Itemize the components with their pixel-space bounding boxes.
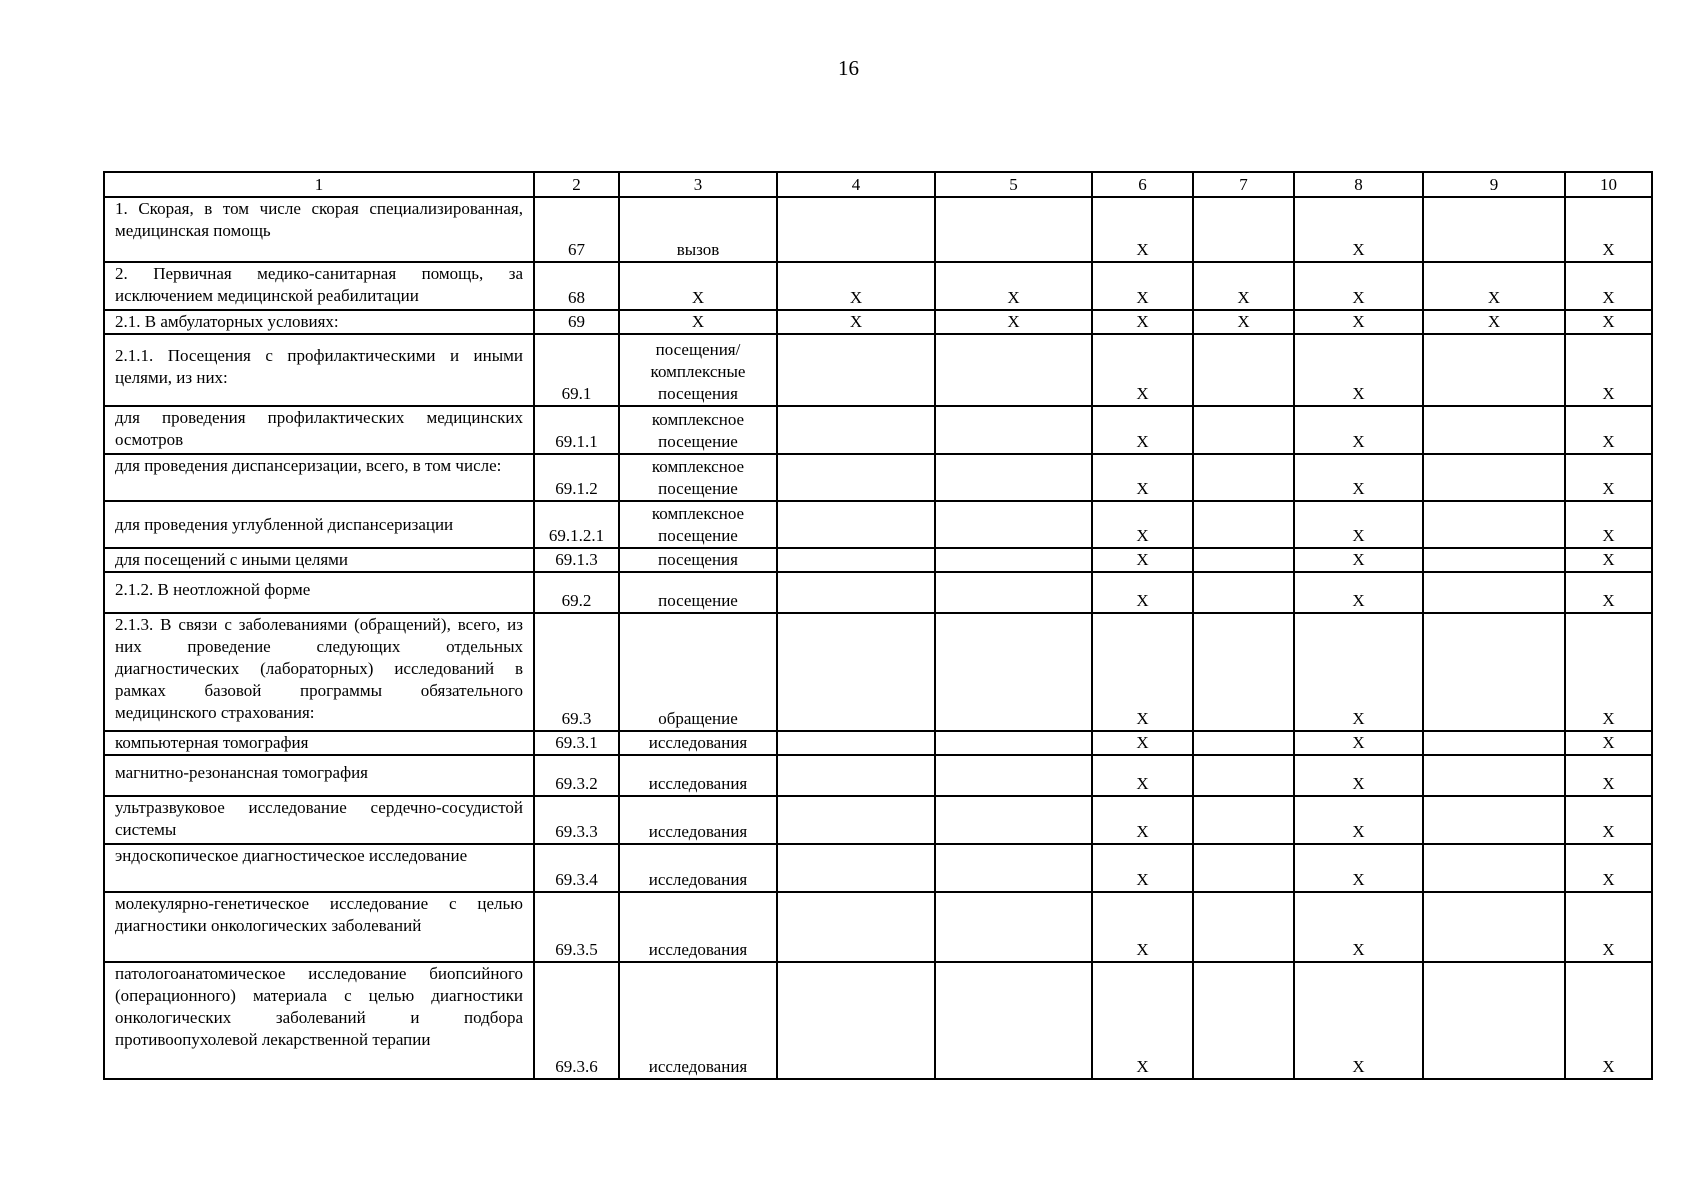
cell-col-6: X <box>1092 454 1193 501</box>
row-name: для проведения профилактических медицинских осмотров <box>104 406 534 454</box>
cell-col-8: X <box>1294 613 1423 731</box>
cell-col-10: X <box>1565 262 1652 310</box>
row-name: для посещений с иными целями <box>104 548 534 572</box>
row-unit: X <box>619 262 777 310</box>
cell-col-10: X <box>1565 310 1652 334</box>
row-code: 69.1.3 <box>534 548 619 572</box>
cell-col-10: X <box>1565 548 1652 572</box>
cell-col-10: X <box>1565 844 1652 892</box>
cell-col-8: X <box>1294 334 1423 406</box>
cell-col-5 <box>935 572 1092 613</box>
row-code: 69 <box>534 310 619 334</box>
cell-col-6: X <box>1092 892 1193 962</box>
cell-col-5 <box>935 796 1092 844</box>
row-unit: исследования <box>619 962 777 1079</box>
cell-col-4 <box>777 406 935 454</box>
cell-col-6: X <box>1092 334 1193 406</box>
cell-col-7 <box>1193 613 1294 731</box>
cell-col-9 <box>1423 406 1565 454</box>
cell-col-6: X <box>1092 962 1193 1079</box>
row-name: эндоскопическое диагностическое исследование <box>104 844 534 892</box>
cell-col-7 <box>1193 962 1294 1079</box>
row-unit: комплексное посещение <box>619 501 777 548</box>
row-code: 69.2 <box>534 572 619 613</box>
table-row <box>104 406 1652 454</box>
row-unit: исследования <box>619 731 777 755</box>
cell-col-5 <box>935 454 1092 501</box>
row-name: 2.1.1. Посещения с профилактическими и иными целями, из них: <box>104 334 534 406</box>
cell-col-6: X <box>1092 755 1193 796</box>
table-row <box>104 572 1652 613</box>
cell-col-4 <box>777 755 935 796</box>
cell-col-10: X <box>1565 197 1652 262</box>
cell-col-6: X <box>1092 406 1193 454</box>
row-code: 69.3 <box>534 613 619 731</box>
cell-col-6: X <box>1092 613 1193 731</box>
row-name: для проведения углубленной диспансеризации <box>104 501 534 548</box>
row-code: 69.3.2 <box>534 755 619 796</box>
row-code: 69.3.4 <box>534 844 619 892</box>
cell-col-7 <box>1193 501 1294 548</box>
cell-col-7: X <box>1193 310 1294 334</box>
row-code: 67 <box>534 197 619 262</box>
cell-col-4 <box>777 334 935 406</box>
cell-col-5 <box>935 962 1092 1079</box>
cell-col-6: X <box>1092 548 1193 572</box>
cell-col-8: X <box>1294 262 1423 310</box>
table-row <box>104 892 1652 962</box>
cell-col-8: X <box>1294 406 1423 454</box>
column-header-2: 2 <box>534 172 619 197</box>
cell-col-7 <box>1193 548 1294 572</box>
cell-col-4 <box>777 613 935 731</box>
table-row <box>104 310 1652 334</box>
cell-col-9 <box>1423 197 1565 262</box>
row-unit: исследования <box>619 892 777 962</box>
cell-col-10: X <box>1565 892 1652 962</box>
row-name: для проведения диспансеризации, всего, в том числе: <box>104 454 534 501</box>
cell-col-9 <box>1423 454 1565 501</box>
cell-col-7 <box>1193 892 1294 962</box>
cell-col-10: X <box>1565 572 1652 613</box>
column-header-7: 7 <box>1193 172 1294 197</box>
cell-col-9 <box>1423 501 1565 548</box>
cell-col-4 <box>777 731 935 755</box>
cell-col-4 <box>777 844 935 892</box>
cell-col-8: X <box>1294 454 1423 501</box>
cell-col-9 <box>1423 796 1565 844</box>
table-row <box>104 613 1652 731</box>
cell-col-10: X <box>1565 613 1652 731</box>
cell-col-8: X <box>1294 892 1423 962</box>
table-row <box>104 796 1652 844</box>
column-header-5: 5 <box>935 172 1092 197</box>
row-unit: исследования <box>619 844 777 892</box>
cell-col-10: X <box>1565 501 1652 548</box>
cell-col-6: X <box>1092 262 1193 310</box>
cell-col-5 <box>935 548 1092 572</box>
row-name: молекулярно-генетическое исследование с целью диагностики онкологических заболеваний <box>104 892 534 962</box>
cell-col-8: X <box>1294 501 1423 548</box>
cell-col-7 <box>1193 334 1294 406</box>
cell-col-5 <box>935 755 1092 796</box>
row-unit: комплексное посещение <box>619 406 777 454</box>
cell-col-7 <box>1193 572 1294 613</box>
cell-col-8: X <box>1294 962 1423 1079</box>
cell-col-7 <box>1193 731 1294 755</box>
column-header-1: 1 <box>104 172 534 197</box>
cell-col-4: X <box>777 310 935 334</box>
cell-col-10: X <box>1565 454 1652 501</box>
table-row <box>104 755 1652 796</box>
cell-col-8: X <box>1294 796 1423 844</box>
cell-col-8: X <box>1294 310 1423 334</box>
table-row <box>104 962 1652 1079</box>
row-name: 2.1. В амбулаторных условиях: <box>104 310 534 334</box>
row-unit: вызов <box>619 197 777 262</box>
cell-col-7 <box>1193 454 1294 501</box>
row-code: 68 <box>534 262 619 310</box>
cell-col-7 <box>1193 197 1294 262</box>
cell-col-6: X <box>1092 501 1193 548</box>
cell-col-9: X <box>1423 310 1565 334</box>
cell-col-8: X <box>1294 755 1423 796</box>
cell-col-8: X <box>1294 548 1423 572</box>
table-row <box>104 731 1652 755</box>
row-code: 69.1 <box>534 334 619 406</box>
cell-col-4 <box>777 572 935 613</box>
cell-col-4 <box>777 454 935 501</box>
cell-col-5 <box>935 844 1092 892</box>
cell-col-8: X <box>1294 572 1423 613</box>
row-unit: обращение <box>619 613 777 731</box>
cell-col-5 <box>935 197 1092 262</box>
row-code: 69.1.2 <box>534 454 619 501</box>
cell-col-6: X <box>1092 796 1193 844</box>
row-name: магнитно-резонансная томография <box>104 755 534 796</box>
cell-col-9 <box>1423 613 1565 731</box>
cell-col-8: X <box>1294 197 1423 262</box>
column-header-8: 8 <box>1294 172 1423 197</box>
row-code: 69.1.2.1 <box>534 501 619 548</box>
cell-col-5 <box>935 406 1092 454</box>
cell-col-4 <box>777 796 935 844</box>
row-name: компьютерная томография <box>104 731 534 755</box>
cell-col-5 <box>935 613 1092 731</box>
cell-col-4 <box>777 197 935 262</box>
row-unit: комплексное посещение <box>619 454 777 501</box>
cell-col-10: X <box>1565 962 1652 1079</box>
cell-col-6: X <box>1092 310 1193 334</box>
cell-col-5: X <box>935 262 1092 310</box>
cell-col-6: X <box>1092 844 1193 892</box>
cell-col-9 <box>1423 962 1565 1079</box>
cell-col-5 <box>935 892 1092 962</box>
row-unit: X <box>619 310 777 334</box>
row-code: 69.3.1 <box>534 731 619 755</box>
row-name: 1. Скорая, в том числе скорая специализированная, медицинская помощь <box>104 197 534 262</box>
page-number: 16 <box>838 56 859 80</box>
column-header-10: 10 <box>1565 172 1652 197</box>
row-code: 69.1.1 <box>534 406 619 454</box>
row-unit: посещения <box>619 548 777 572</box>
cell-col-9 <box>1423 755 1565 796</box>
row-code: 69.3.3 <box>534 796 619 844</box>
cell-col-5 <box>935 334 1092 406</box>
cell-col-10: X <box>1565 406 1652 454</box>
column-header-4: 4 <box>777 172 935 197</box>
cell-col-9: X <box>1423 262 1565 310</box>
cell-col-10: X <box>1565 796 1652 844</box>
cell-col-7: X <box>1193 262 1294 310</box>
cell-col-7 <box>1193 406 1294 454</box>
table-row <box>104 454 1652 501</box>
cell-col-6: X <box>1092 572 1193 613</box>
cell-col-4 <box>777 962 935 1079</box>
table-row <box>104 844 1652 892</box>
table-row <box>104 501 1652 548</box>
column-header-3: 3 <box>619 172 777 197</box>
row-code: 69.3.6 <box>534 962 619 1079</box>
cell-col-5 <box>935 501 1092 548</box>
cell-col-10: X <box>1565 334 1652 406</box>
cell-col-5 <box>935 731 1092 755</box>
cell-col-9 <box>1423 892 1565 962</box>
cell-col-4: X <box>777 262 935 310</box>
row-unit: посещение <box>619 572 777 613</box>
cell-col-9 <box>1423 548 1565 572</box>
row-name: 2. Первичная медико-санитарная помощь, за исключением медицинской реабилитации <box>104 262 534 310</box>
cell-col-7 <box>1193 796 1294 844</box>
row-code: 69.3.5 <box>534 892 619 962</box>
cell-col-9 <box>1423 844 1565 892</box>
cell-col-7 <box>1193 844 1294 892</box>
cell-col-9 <box>1423 334 1565 406</box>
table-row <box>104 262 1652 310</box>
row-name: патологоанатомическое исследование биопсийного (операционного) материала с целью диагностики онкологических заболеваний и подбора противоопухолевой лекарственной терапии <box>104 962 534 1079</box>
row-name: 2.1.2. В неотложной форме <box>104 572 534 613</box>
cell-col-10: X <box>1565 755 1652 796</box>
row-unit: исследования <box>619 755 777 796</box>
cell-col-9 <box>1423 731 1565 755</box>
row-unit: посещения/ комплексные посещения <box>619 334 777 406</box>
column-header-9: 9 <box>1423 172 1565 197</box>
row-name: 2.1.3. В связи с заболеваниями (обращений), всего, из них проведение следующих отдельных диагностических (лабораторных) исследований в рамках базовой программы обязательного медицинского страхования: <box>104 613 534 731</box>
cell-col-4 <box>777 548 935 572</box>
cell-col-10: X <box>1565 731 1652 755</box>
column-header-6: 6 <box>1092 172 1193 197</box>
cell-col-6: X <box>1092 731 1193 755</box>
cell-col-4 <box>777 892 935 962</box>
row-name: ультразвуковое исследование сердечно-сосудистой системы <box>104 796 534 844</box>
table-row <box>104 334 1652 406</box>
cell-col-4 <box>777 501 935 548</box>
header-row <box>104 172 1652 197</box>
cell-col-8: X <box>1294 844 1423 892</box>
cell-col-7 <box>1193 755 1294 796</box>
cell-col-6: X <box>1092 197 1193 262</box>
cell-col-8: X <box>1294 731 1423 755</box>
row-unit: исследования <box>619 796 777 844</box>
table-row <box>104 548 1652 572</box>
table-row <box>104 197 1652 262</box>
cell-col-9 <box>1423 572 1565 613</box>
data-table <box>103 171 1653 1080</box>
cell-col-5: X <box>935 310 1092 334</box>
